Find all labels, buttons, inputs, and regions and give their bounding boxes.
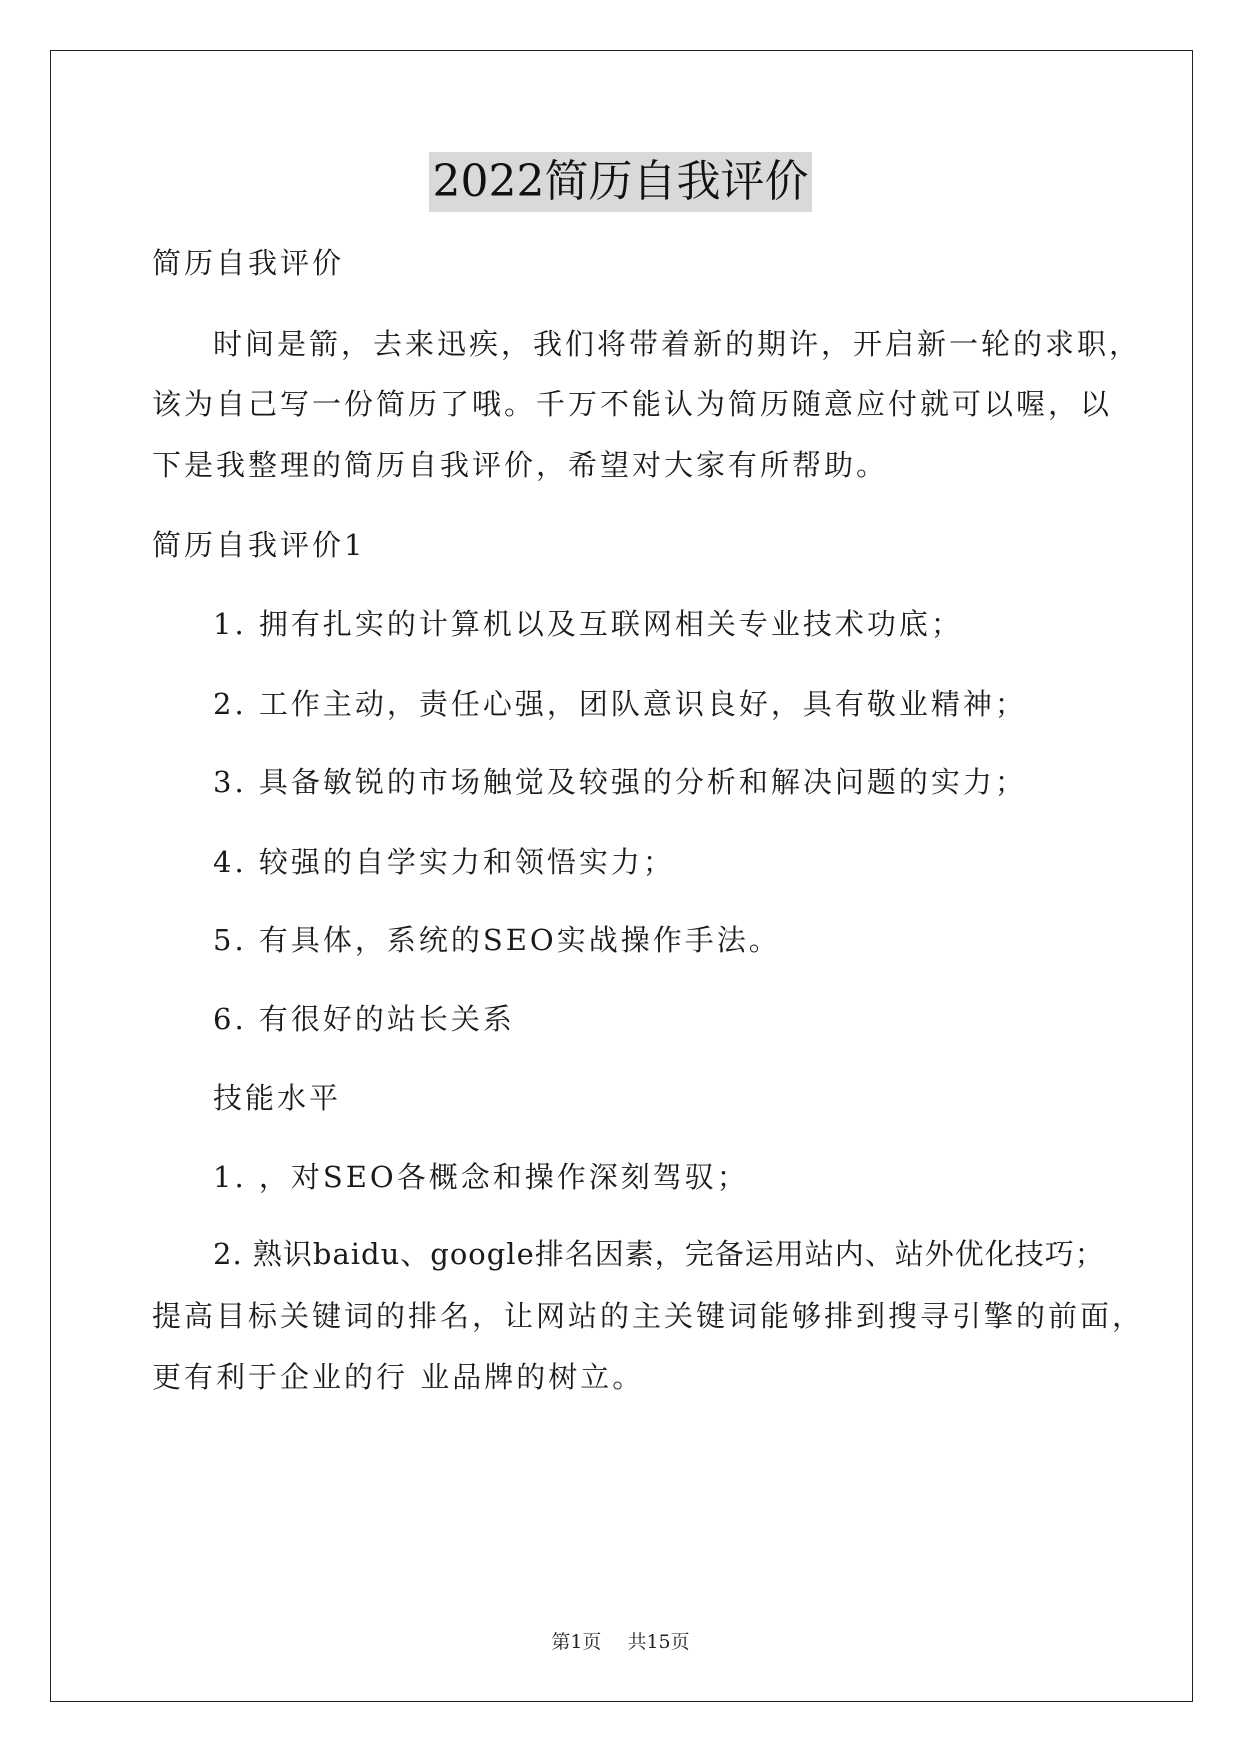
list-item: 6. 有很好的站长关系 [213, 1002, 515, 1036]
document-title: 2022简历自我评价 [429, 152, 813, 212]
list-item: 3. 具备敏锐的市场触觉及较强的分析和解决问题的实力； [213, 765, 1027, 799]
subsection-heading: 技能水平 [213, 1081, 342, 1115]
title-container [0, 152, 1241, 212]
page-footer [0, 1629, 1241, 1655]
list-item: 2. 工作主动，责任心强，团队意识良好，具有敬业精神； [213, 687, 1027, 721]
list-item: 4. 较强的自学实力和领悟实力； [213, 845, 675, 879]
paragraph-line: 时间是箭，去来迅疾，我们将带着新的期许，开启新一轮的求职， [213, 327, 1142, 361]
list-item: 5. 有具体，系统的SEO实战操作手法。 [213, 923, 781, 957]
list-item: 1. ，对SEO各概念和操作深刻驾驭； [213, 1160, 749, 1194]
list-item: 1. 拥有扎实的计算机以及互联网相关专业技术功底； [213, 607, 963, 641]
paragraph-line: 提高目标关键词的排名，让网站的主关键词能够排到搜寻引擎的前面， [152, 1299, 1145, 1333]
page-number-current: 第1页 [551, 1631, 602, 1653]
page-number-total: 共15页 [627, 1631, 690, 1653]
paragraph-line: 更有利于企业的行 业品牌的树立。 [152, 1360, 645, 1394]
paragraph-line: 下是我整理的简历自我评价，希望对大家有所帮助。 [152, 448, 889, 482]
paragraph-line: 该为自己写一份简历了哦。千万不能认为简历随意应付就可以喔，以 [152, 387, 1113, 421]
list-item: 2. 熟识baidu、google排名因素，完备运用站内、站外优化技巧； [213, 1237, 1105, 1271]
section-heading: 简历自我评价 [152, 246, 345, 280]
section-heading: 简历自我评价1 [152, 528, 366, 562]
